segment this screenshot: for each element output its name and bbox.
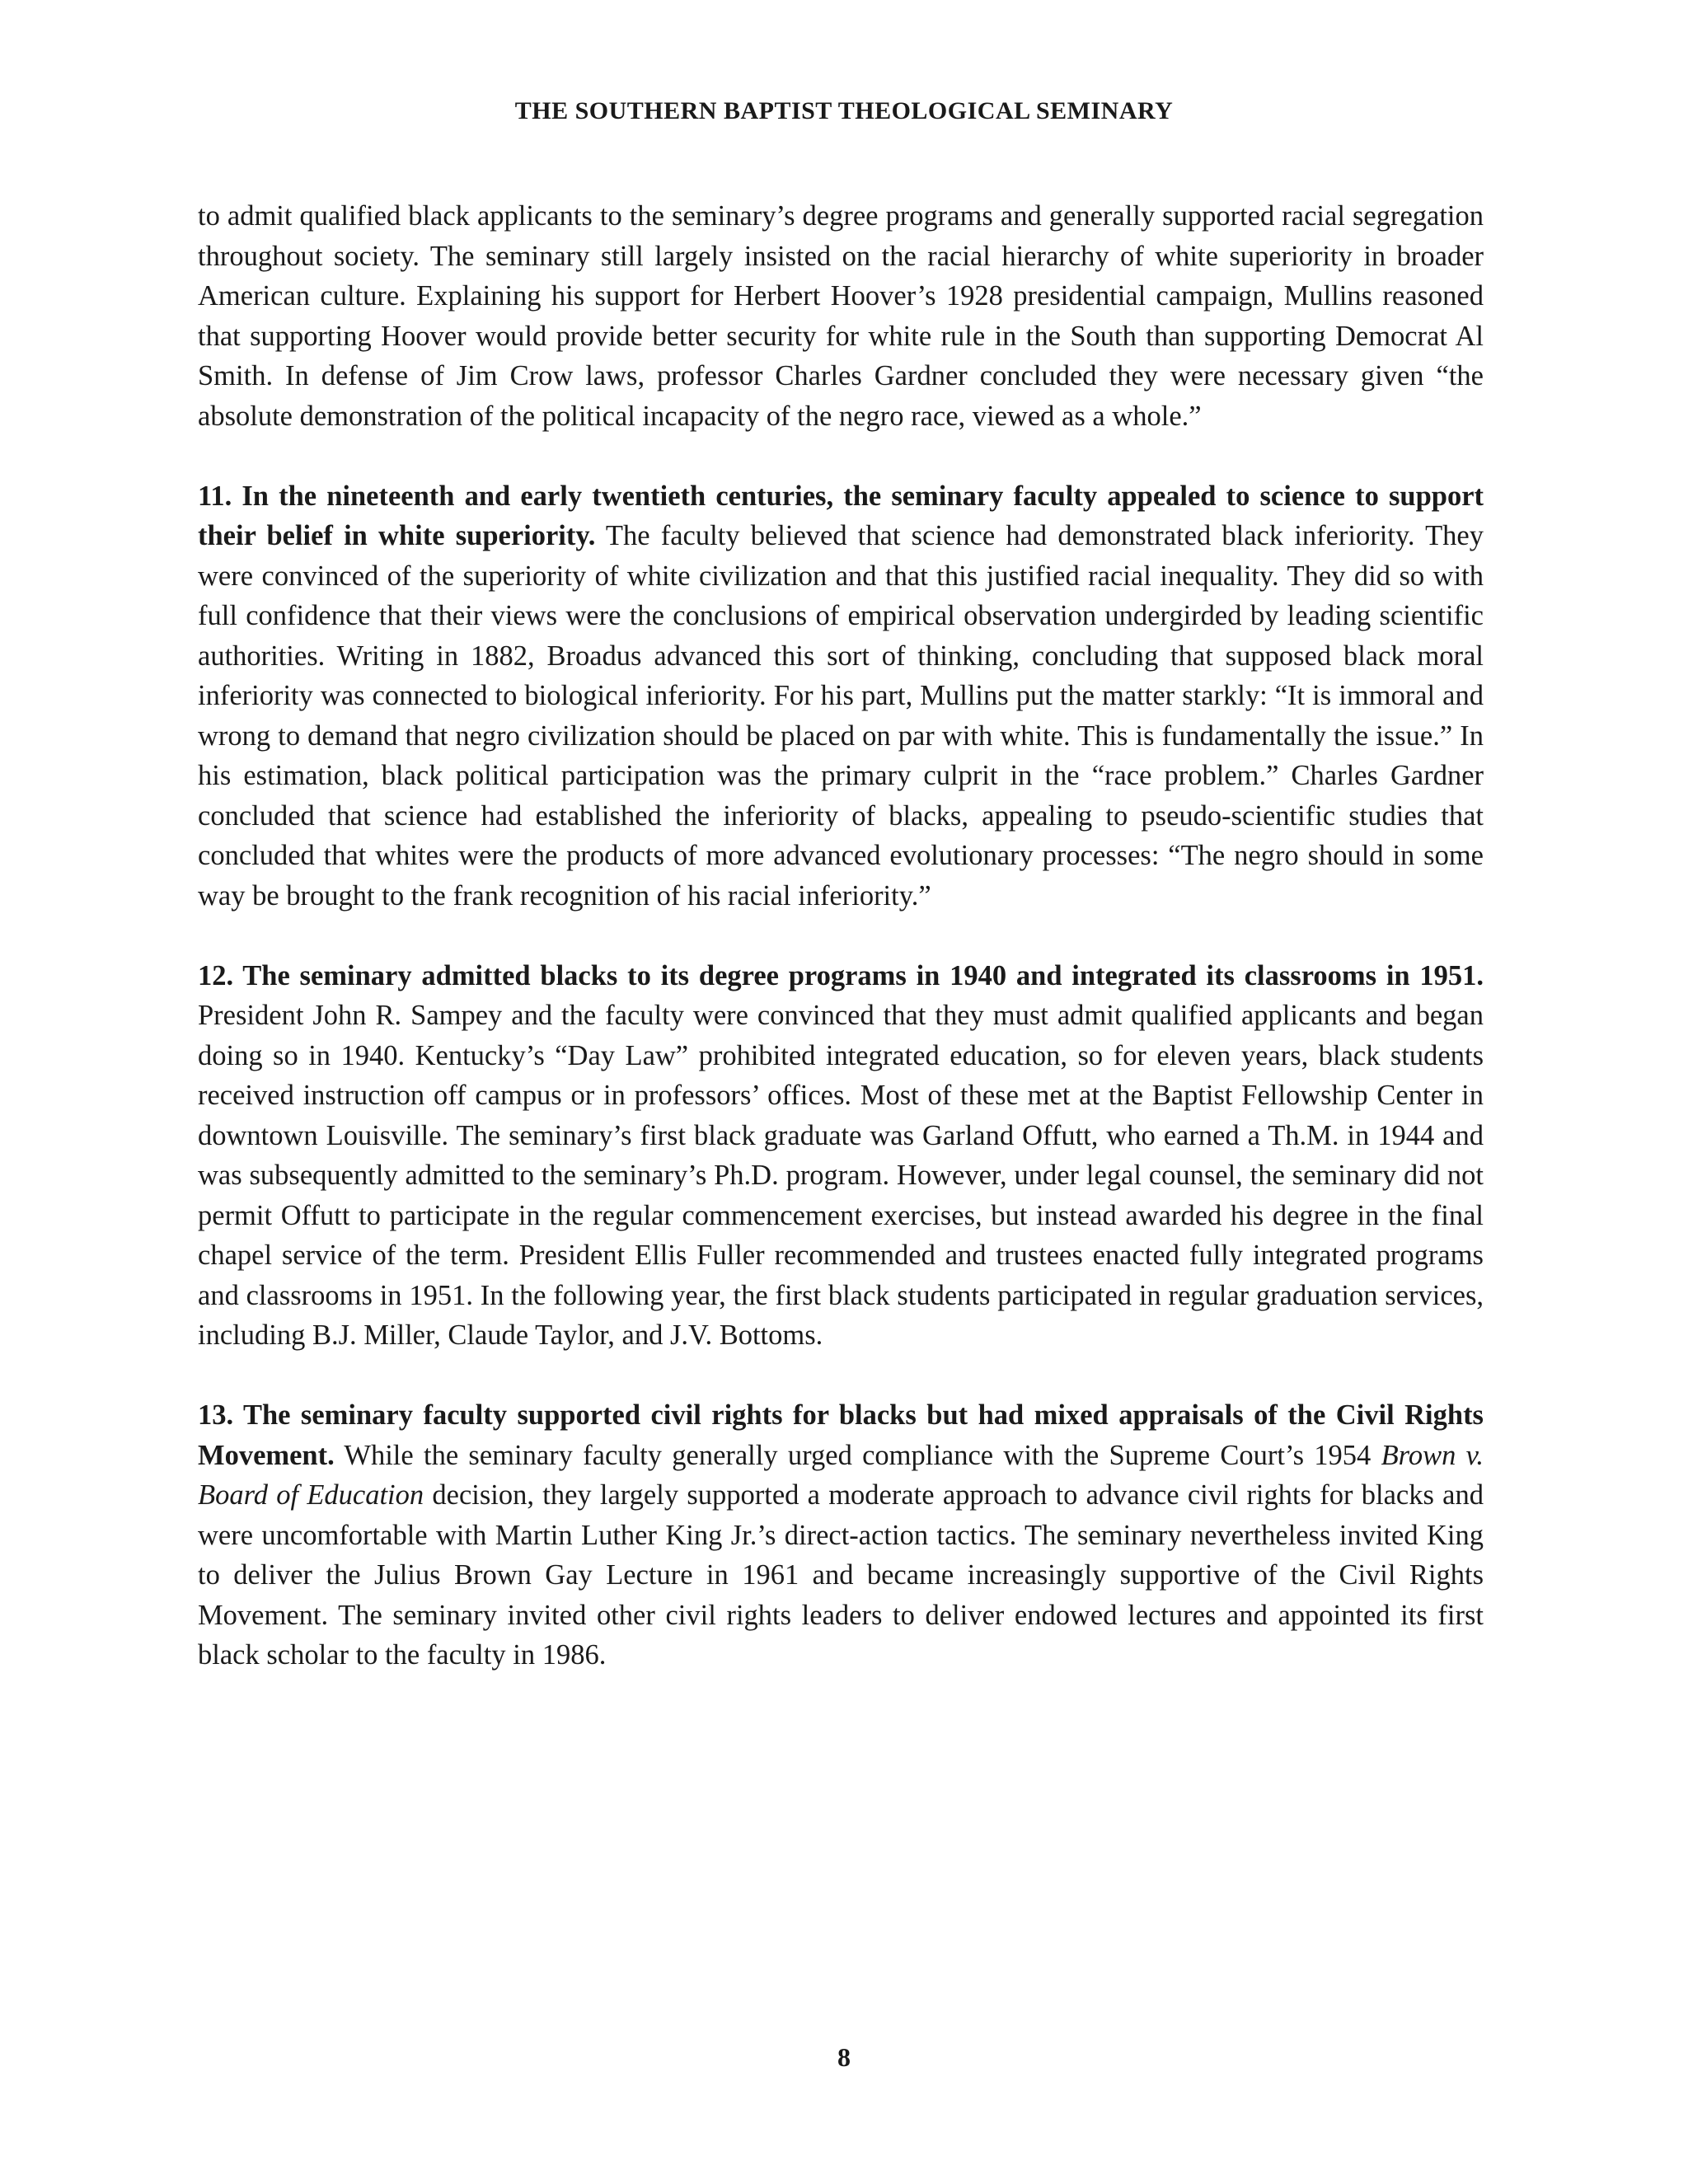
paragraph-12-lead: 12. The seminary admitted blacks to its degree programs in 1940 and integrated its classrooms in 1951. bbox=[198, 959, 1484, 991]
paragraph-11-lead: 11. In the nineteenth and early twentieth centuries, the seminary faculty appealed to science to support their belief in white superiority. bbox=[198, 480, 1484, 551]
page-number: 8 bbox=[837, 2042, 851, 2072]
paragraph-13-text-before: While the seminary faculty generally urged compliance with the Supreme Court’s 1954 bbox=[334, 1439, 1381, 1471]
paragraph-12-text: President John R. Sampey and the faculty were convinced that they must admit qualified applicants and began doing so in 1940. Kentucky’s “Day Law” prohibited integrated education, so for eleven years, black students received instruction off campus or in professors’ offices. Most of these met at the Baptist Fellowship Center in downtown Louisville. The seminary’s first black graduate was Garland Offutt, who earned a Th.M. in 1944 and was subsequently admitted to the seminary’s Ph.D. program. However, under legal counsel, the seminary did not permit Offutt to participate in the regular commencement exercises, but instead awarded his degree in the final chapel service of the term. President Ellis Fuller recommended and trustees enacted fully integrated programs and classrooms in 1951. In the following year, the first black students participated in regular graduation services, including B.J. Miller, Claude Taylor, and J.V. Bottoms. bbox=[198, 1000, 1484, 1351]
paragraph-12 bbox=[198, 956, 1484, 1356]
paragraph-13-lead: 13. The seminary faculty supported civil rights for blacks but had mixed appraisals of the Civil Rights Movement. bbox=[198, 1399, 1484, 1471]
running-header-title: THE SOUTHERN BAPTIST THEOLOGICAL SEMINARY bbox=[514, 97, 1174, 124]
paragraph-13-text-after: decision, they largely supported a moderate approach to advance civil rights for blacks and were uncomfortable with Martin Luther King Jr.’s direct-action tactics. The seminary nevertheless invited King to deliver the Julius Brown Gay Lecture in 1961 and became increasingly supportive of the Civil Rights Movement. The seminary invited other civil rights leaders to deliver endowed lectures and appointed its first black scholar to the faculty in 1986. bbox=[198, 1479, 1484, 1671]
paragraph-11-text: The faculty believed that science had demonstrated black inferiority. They were convinced of the superiority of white civilization and that this justified racial inequality. They did so with full confidence that their views were the conclusions of empirical observation undergirded by leading scientific authorities. Writing in 1882, Broadus advanced this sort of thinking, concluding that supposed black moral inferiority was connected to biological inferiority. For his part, Mullins put the matter starkly: “It is immoral and wrong to demand that negro civilization should be placed on par with white. This is fundamentally the issue.” In his estimation, black political participation was the primary culprit in the “race problem.” Charles Gardner concluded that science had established the inferiority of blacks, appealing to pseudo-scientific studies that concluded that whites were the products of more advanced evolutionary processes: “The negro should in some way be brought to the frank recognition of his racial inferiority.” bbox=[198, 520, 1484, 912]
paragraph-13 bbox=[198, 1395, 1484, 1675]
body-text bbox=[198, 196, 1484, 1715]
paragraph-11 bbox=[198, 476, 1484, 916]
case-title-italic: Brown v. Board of Education bbox=[198, 1439, 1484, 1511]
paragraph-10-continuation: to admit qualified black applicants to the seminary’s degree programs and generally supported racial segregation throughout society. The seminary still largely insisted on the racial hierarchy of white superiority in broader American culture. Explaining his support for Herbert Hoover’s 1928 presidential campaign, Mullins reasoned that supporting Hoover would provide better security for white rule in the South than supporting Democrat Al Smith. In defense of Jim Crow laws, professor Charles Gardner concluded they were necessary given “the absolute demonstration of the political incapacity of the negro race, viewed as a whole.” bbox=[198, 200, 1484, 432]
